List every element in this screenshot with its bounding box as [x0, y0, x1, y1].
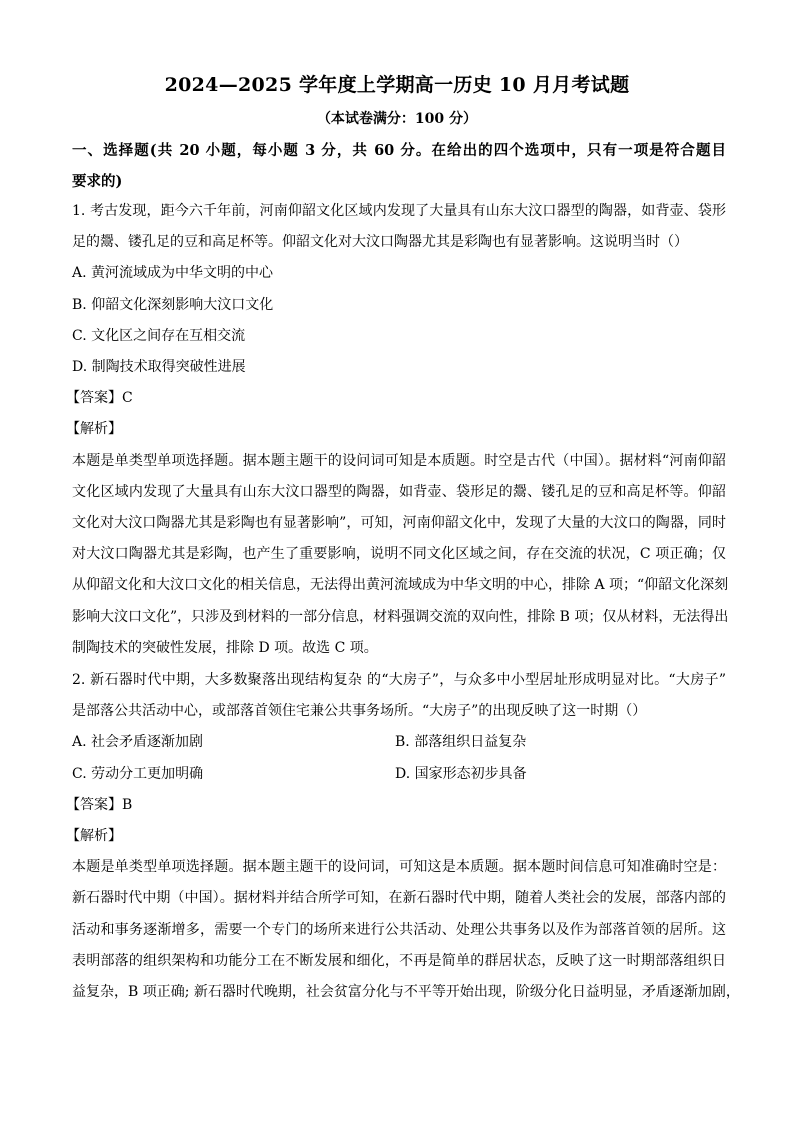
section-heading-line: 要求的): [72, 173, 123, 191]
analysis-label: 【解析】: [66, 828, 122, 845]
question-stem-line: 足的鬶、镂孔足的豆和高足杯等。仰韶文化对大汶口陶器尤其是彩陶也有显著影响。这说明当时（）: [72, 234, 688, 251]
analysis-line: 从仰韶文化和大汶口文化的相关信息，无法得出黄河流域成为中华文明的中心，排除 A 项；“仰韶文化深刻: [72, 577, 729, 594]
option-d: D. 国家形态初步具备: [395, 765, 527, 782]
analysis-line: 制陶技术的突破性发展，排除 D 项。故选 C 项。: [72, 639, 378, 656]
analysis-line: 本题是单类型单项选择题。据本题主题干的设问词可知是本质题。时空是古代（中国）。据材料“河南仰韶: [72, 452, 726, 469]
option-c: C. 文化区之间存在互相交流: [72, 327, 246, 344]
options-row: [72, 759, 726, 790]
option-c: C. 劳动分工更加明确: [72, 765, 204, 782]
option-b: B. 仰韶文化深刻影响大汶口文化: [72, 296, 274, 313]
analysis-line: 文化对大汶口陶器尤其是彩陶也有显著影响”，可知，河南仰韶文化中，发现了大量的大汶口的陶器，同时: [72, 515, 726, 532]
analysis-line: 影响大汶口文化”，只涉及到材料的一部分信息，材料强调交流的双向性，排除 B 项；仅从材料，无法得出: [72, 608, 729, 625]
analysis-line: 本题是单类型单项选择题。据本题主题干的设问词，可知这是本质题。据本题时间信息可知准确时空是：: [72, 859, 726, 876]
option-d: D. 制陶技术取得突破性进展: [72, 359, 246, 376]
question-2: [66, 665, 740, 1008]
options-row: [72, 727, 726, 758]
analysis-line: 新石器时代中期（中国）。据材料并结合所学可知，在新石器时代中期，随着人类社会的发展，部落内部的: [72, 890, 726, 907]
analysis-line: 文化区域内发现了大量具有山东大汶口器型的陶器，如背壶、袋形足的鬶、镂孔足的豆和高足杯等。仰韶: [72, 483, 726, 500]
answer-label: 【答案】C: [66, 390, 133, 407]
analysis-label: 【解析】: [66, 421, 122, 438]
option-a: A. 黄河流域成为中华文明的中心: [72, 265, 274, 282]
section-heading: [72, 135, 726, 197]
question-stem-line: 1. 考古发现，距今六千年前，河南仰韶文化区域内发现了大量具有山东大汶口器型的陶器，如背壶、袋形: [72, 203, 726, 219]
analysis-line: 活动和事务逐渐增多，需要一个专门的场所来进行公共活动、处理公共事务以及作为部落首领的居所。这: [72, 921, 726, 938]
option-b: B. 部落组织日益复杂: [395, 734, 527, 751]
analysis-line: 对大汶口陶器尤其是彩陶，也产生了重要影响，说明不同文化区域之间，存在交流的状况，C 项正确；仅: [72, 546, 726, 563]
section-heading-line: 一、选择题(共 20 小题，每小题 3 分，共 60 分。在给出的四个选项中，只有一项是符合题目: [72, 142, 726, 159]
question-stem-line: 2. 新石器时代中期，大多数聚落出现结构复杂 的“大房子”，与众多中小型居址形成明显对比。“大房子”: [72, 672, 726, 688]
analysis-line: 益复杂，B 项正确; 新石器时代晚期，社会贫富分化与不平等开始出现，阶级分化日益明显，矛盾逐渐加剧，: [72, 984, 740, 1001]
question-1: [66, 196, 729, 664]
page-title: 2024—2025 学年度上学期高一历史 10 月月考试题: [164, 74, 630, 96]
answer-label: 【答案】B: [66, 796, 133, 813]
question-stem-line: 是部落公共活动中心，或部落首领住宅兼公共事务场所。“大房子”的出现反映了这一时期（）: [72, 703, 647, 720]
analysis-line: 表明部落的组织架构和功能分工在不断发展和细化，不再是简单的群居状态，反映了这一时期部落组织日: [72, 952, 726, 969]
option-a: A. 社会矛盾逐渐加剧: [72, 734, 204, 751]
page-subtitle: （本试卷满分：100 分）: [316, 111, 478, 127]
